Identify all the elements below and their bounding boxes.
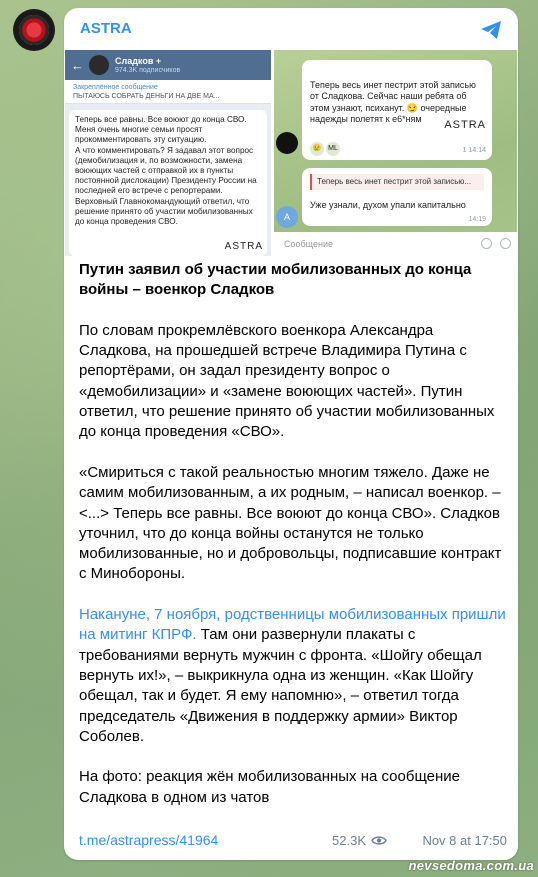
pr-avatar-2: A (276, 206, 298, 228)
pr-input (274, 232, 517, 256)
pr-reply: Уже узнали, духом упали капитально (310, 200, 466, 210)
post-link[interactable]: t.me/astrapress/41964 (79, 832, 219, 848)
pr-watermark: ASTRA (444, 119, 486, 131)
photo-chat[interactable] (274, 50, 517, 256)
emoji-icon (481, 238, 492, 249)
pr-time-2: 14:19 (468, 216, 486, 223)
post-paragraph-3-text: Там они развернули плакаты с требованиями вернуть мужчин с фронта. «Шойгу обещал вернуть их!», – выкрикнула одна из женщин. «Как Шойгу обещал, так и будет. Я ему напомню», – ответил тогда председатель «Движения в поддержку армии» Виктор Соболев. (79, 626, 482, 745)
post-footer (79, 832, 507, 852)
photo-sladkov-post[interactable] (65, 50, 271, 256)
post-headline: Путин заявил об участии мобилизованных до конца войны – военкор Сладков (79, 261, 472, 299)
media-album[interactable] (65, 50, 517, 256)
pl-watermark: ASTRA (224, 241, 263, 252)
pr-message-1 (302, 60, 492, 160)
pr-time-1: 1 14:14 (462, 146, 486, 154)
channel-avatar[interactable] (13, 9, 55, 51)
views-counter (332, 833, 387, 848)
post-paragraph-4: На фото: реакция жён мобилизованных на сообщение Сладкова в одном из чатов (79, 768, 460, 806)
message-bubble (64, 8, 518, 860)
back-arrow-icon: ← (71, 57, 84, 73)
pl-header (65, 50, 271, 80)
pr-message-2 (302, 168, 492, 226)
mic-icon (500, 238, 511, 249)
share-icon[interactable] (478, 18, 504, 42)
post-paragraph-1: По словам прокремлёвского военкора Александра Сладкова, на прошедшей встрече Владимира Путина с репортёрами, он задал президенту вопрос о «демобилизации» и «замене воюющих частей». Путин ответил, что решение принято об участии мобилизованных до конца проведения «СВО». (79, 321, 495, 441)
pr-avatar-1 (276, 132, 298, 154)
pl-pinned (65, 80, 271, 104)
eye-icon (371, 835, 387, 846)
pr-reactions (310, 142, 340, 156)
post-inline-link[interactable]: Накануне, 7 ноября, родственницы мобилизованных пришли на митинг КПРФ. (79, 606, 506, 644)
pl-avatar (89, 55, 109, 75)
pl-subscribers: 974.3K подписчиков (115, 66, 181, 74)
post-date: Nov 8 at 17:50 (422, 833, 507, 848)
pr-input-icons (481, 238, 511, 249)
site-watermark: nevsedoma.com.ua (408, 858, 534, 873)
pl-pinned-text: ПЫТАЮСЬ СОБРАТЬ ДЕНЬГИ НА ДВЕ МА... (73, 93, 220, 100)
channel-name[interactable]: ASTRA (80, 20, 132, 37)
post-paragraph-3 (79, 605, 507, 747)
pr-reaction-1: 😢 (310, 142, 324, 156)
post-paragraph-2: «Смириться с такой реальностью многим тяжело. Даже не самим мобилизованным, а их родным, – написал военкор. – <...> Теперь все равны. Все воюют до конца СВО». Сладков уточнил, что до конца войны останутся не только мобилизованные, но и добровольцы, подписавшие контракт с Минобороны. (79, 463, 502, 583)
post-text (79, 260, 507, 828)
pr-quote: Теперь весь инет пестрит этой записью... (310, 174, 484, 190)
channel-logo (19, 15, 49, 45)
views-count: 52.3K (332, 833, 366, 848)
pr-reaction-2: ML (326, 142, 340, 156)
pr-input-placeholder: Сообщение (284, 239, 333, 249)
pl-pinned-label: Закреплённое сообщение (73, 84, 158, 91)
pr-message-1-text: Теперь весь инет пестрит этой записью от Сладкова. Сейчас наши ребята об этом узнают, психанут. 😏 очередные надежды полетят к е6*ням (310, 79, 476, 124)
pl-title: Сладков + (115, 55, 162, 66)
pl-message: Теперь все равны. Все воюют до конца СВО. Меня очень многие семьи просят прокомментировать эту ситуацию. А что комментировать? Я задавал этот вопрос (демобилизация и, по возможности, замена воюющих частей с отправкой их в пункты постоянной дислокации) Президенту России на последней его встрече с репортерами. Верховный Главнокомандующий ответил, что решение принято об участии мобилизованных до конца проведения СВО. (69, 110, 267, 256)
